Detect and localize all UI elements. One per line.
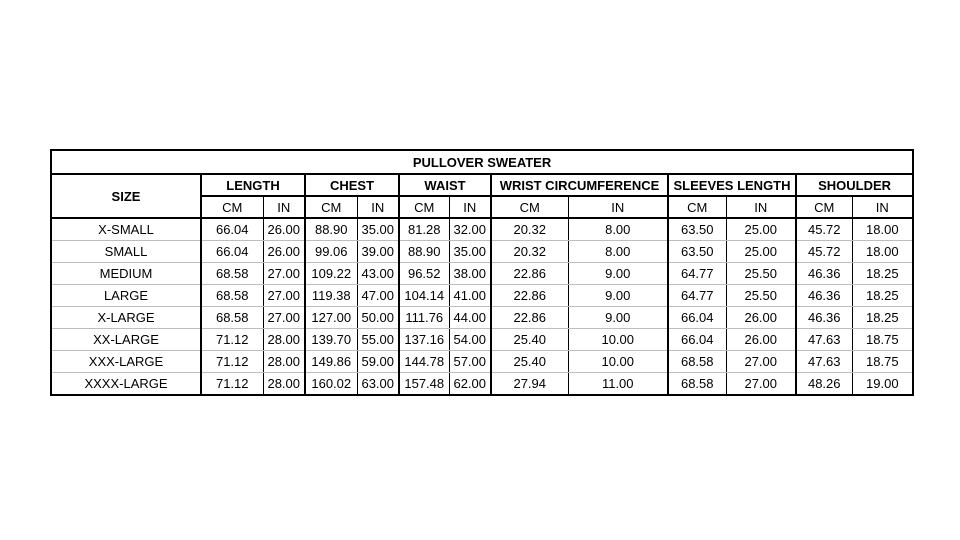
in-value-cell: 9.00: [568, 263, 668, 285]
table-title: PULLOVER SWEATER: [51, 150, 913, 174]
cm-value-cell: 20.32: [491, 218, 568, 241]
cm-value-cell: 157.48: [399, 373, 449, 396]
in-value-cell: 26.00: [263, 218, 305, 241]
in-value-cell: 25.50: [726, 263, 796, 285]
cm-value-cell: 68.58: [668, 373, 726, 396]
cm-value-cell: 66.04: [201, 241, 263, 263]
in-value-cell: 55.00: [357, 329, 399, 351]
size-column-header: SIZE: [51, 174, 201, 218]
in-value-cell: 26.00: [726, 329, 796, 351]
cm-value-cell: 81.28: [399, 218, 449, 241]
cm-value-cell: 160.02: [305, 373, 357, 396]
in-value-cell: 28.00: [263, 373, 305, 396]
in-value-cell: 39.00: [357, 241, 399, 263]
cm-value-cell: 68.58: [201, 285, 263, 307]
cm-value-cell: 111.76: [399, 307, 449, 329]
unit-header-in: IN: [449, 196, 491, 218]
in-value-cell: 8.00: [568, 241, 668, 263]
cm-value-cell: 144.78: [399, 351, 449, 373]
in-value-cell: 27.00: [263, 307, 305, 329]
in-value-cell: 10.00: [568, 329, 668, 351]
cm-value-cell: 68.58: [668, 351, 726, 373]
size-label-cell: LARGE: [51, 285, 201, 307]
in-value-cell: 38.00: [449, 263, 491, 285]
unit-header-cm: CM: [491, 196, 568, 218]
cm-value-cell: 68.58: [201, 307, 263, 329]
size-chart-table: [50, 149, 914, 396]
cm-value-cell: 47.63: [796, 329, 852, 351]
size-label-cell: XXX-LARGE: [51, 351, 201, 373]
cm-value-cell: 104.14: [399, 285, 449, 307]
size-label-cell: XXXX-LARGE: [51, 373, 201, 396]
group-header-waist: WAIST: [399, 174, 491, 196]
cm-value-cell: 119.38: [305, 285, 357, 307]
cm-value-cell: 63.50: [668, 241, 726, 263]
cm-value-cell: 66.04: [668, 329, 726, 351]
table-row: [51, 351, 913, 373]
in-value-cell: 28.00: [263, 351, 305, 373]
in-value-cell: 18.75: [852, 351, 913, 373]
group-header-chest: CHEST: [305, 174, 399, 196]
cm-value-cell: 99.06: [305, 241, 357, 263]
in-value-cell: 18.25: [852, 263, 913, 285]
cm-value-cell: 64.77: [668, 263, 726, 285]
cm-value-cell: 48.26: [796, 373, 852, 396]
unit-header-cm: CM: [305, 196, 357, 218]
in-value-cell: 63.00: [357, 373, 399, 396]
in-value-cell: 27.00: [263, 263, 305, 285]
cm-value-cell: 46.36: [796, 263, 852, 285]
cm-value-cell: 22.86: [491, 263, 568, 285]
cm-value-cell: 149.86: [305, 351, 357, 373]
table-row: [51, 285, 913, 307]
cm-value-cell: 88.90: [399, 241, 449, 263]
in-value-cell: 35.00: [357, 218, 399, 241]
cm-value-cell: 71.12: [201, 329, 263, 351]
group-header-wrist-circumference: WRIST CIRCUMFERENCE: [491, 174, 668, 196]
cm-value-cell: 25.40: [491, 329, 568, 351]
unit-header-cm: CM: [796, 196, 852, 218]
cm-value-cell: 66.04: [201, 218, 263, 241]
in-value-cell: 9.00: [568, 307, 668, 329]
in-value-cell: 28.00: [263, 329, 305, 351]
in-value-cell: 43.00: [357, 263, 399, 285]
in-value-cell: 35.00: [449, 241, 491, 263]
unit-header-in: IN: [263, 196, 305, 218]
cm-value-cell: 66.04: [668, 307, 726, 329]
cm-value-cell: 139.70: [305, 329, 357, 351]
in-value-cell: 11.00: [568, 373, 668, 396]
in-value-cell: 18.25: [852, 307, 913, 329]
in-value-cell: 9.00: [568, 285, 668, 307]
group-header-shoulder: SHOULDER: [796, 174, 913, 196]
size-label-cell: X-LARGE: [51, 307, 201, 329]
group-header-sleeves-length: SLEEVES LENGTH: [668, 174, 796, 196]
in-value-cell: 18.75: [852, 329, 913, 351]
in-value-cell: 18.25: [852, 285, 913, 307]
cm-value-cell: 20.32: [491, 241, 568, 263]
in-value-cell: 27.00: [726, 373, 796, 396]
in-value-cell: 47.00: [357, 285, 399, 307]
cm-value-cell: 96.52: [399, 263, 449, 285]
unit-header-cm: CM: [399, 196, 449, 218]
unit-header-in: IN: [568, 196, 668, 218]
in-value-cell: 54.00: [449, 329, 491, 351]
unit-header-cm: CM: [201, 196, 263, 218]
table-row: [51, 263, 913, 285]
in-value-cell: 25.50: [726, 285, 796, 307]
unit-header-in: IN: [852, 196, 913, 218]
cm-value-cell: 22.86: [491, 307, 568, 329]
in-value-cell: 50.00: [357, 307, 399, 329]
size-label-cell: XX-LARGE: [51, 329, 201, 351]
title-row: [51, 150, 913, 174]
cm-value-cell: 45.72: [796, 241, 852, 263]
cm-value-cell: 45.72: [796, 218, 852, 241]
cm-value-cell: 27.94: [491, 373, 568, 396]
cm-value-cell: 68.58: [201, 263, 263, 285]
cm-value-cell: 71.12: [201, 373, 263, 396]
unit-header-in: IN: [726, 196, 796, 218]
in-value-cell: 18.00: [852, 218, 913, 241]
group-header-row: [51, 174, 913, 196]
table-row: [51, 218, 913, 241]
cm-value-cell: 22.86: [491, 285, 568, 307]
cm-value-cell: 88.90: [305, 218, 357, 241]
cm-value-cell: 63.50: [668, 218, 726, 241]
table-body: [51, 218, 913, 395]
cm-value-cell: 46.36: [796, 285, 852, 307]
in-value-cell: 32.00: [449, 218, 491, 241]
in-value-cell: 10.00: [568, 351, 668, 373]
cm-value-cell: 64.77: [668, 285, 726, 307]
unit-header-cm: CM: [668, 196, 726, 218]
in-value-cell: 41.00: [449, 285, 491, 307]
table-header: [51, 150, 913, 218]
cm-value-cell: 137.16: [399, 329, 449, 351]
cm-value-cell: 25.40: [491, 351, 568, 373]
in-value-cell: 27.00: [726, 351, 796, 373]
in-value-cell: 25.00: [726, 218, 796, 241]
in-value-cell: 59.00: [357, 351, 399, 373]
in-value-cell: 19.00: [852, 373, 913, 396]
cm-value-cell: 46.36: [796, 307, 852, 329]
cm-value-cell: 109.22: [305, 263, 357, 285]
table-row: [51, 329, 913, 351]
in-value-cell: 8.00: [568, 218, 668, 241]
cm-value-cell: 47.63: [796, 351, 852, 373]
size-label-cell: MEDIUM: [51, 263, 201, 285]
in-value-cell: 62.00: [449, 373, 491, 396]
table-row: [51, 241, 913, 263]
in-value-cell: 26.00: [263, 241, 305, 263]
in-value-cell: 25.00: [726, 241, 796, 263]
group-header-length: LENGTH: [201, 174, 305, 196]
in-value-cell: 27.00: [263, 285, 305, 307]
in-value-cell: 18.00: [852, 241, 913, 263]
unit-header-in: IN: [357, 196, 399, 218]
table-row: [51, 307, 913, 329]
cm-value-cell: 71.12: [201, 351, 263, 373]
cm-value-cell: 127.00: [305, 307, 357, 329]
in-value-cell: 26.00: [726, 307, 796, 329]
table-row: [51, 373, 913, 396]
size-label-cell: X-SMALL: [51, 218, 201, 241]
in-value-cell: 44.00: [449, 307, 491, 329]
size-label-cell: SMALL: [51, 241, 201, 263]
in-value-cell: 57.00: [449, 351, 491, 373]
